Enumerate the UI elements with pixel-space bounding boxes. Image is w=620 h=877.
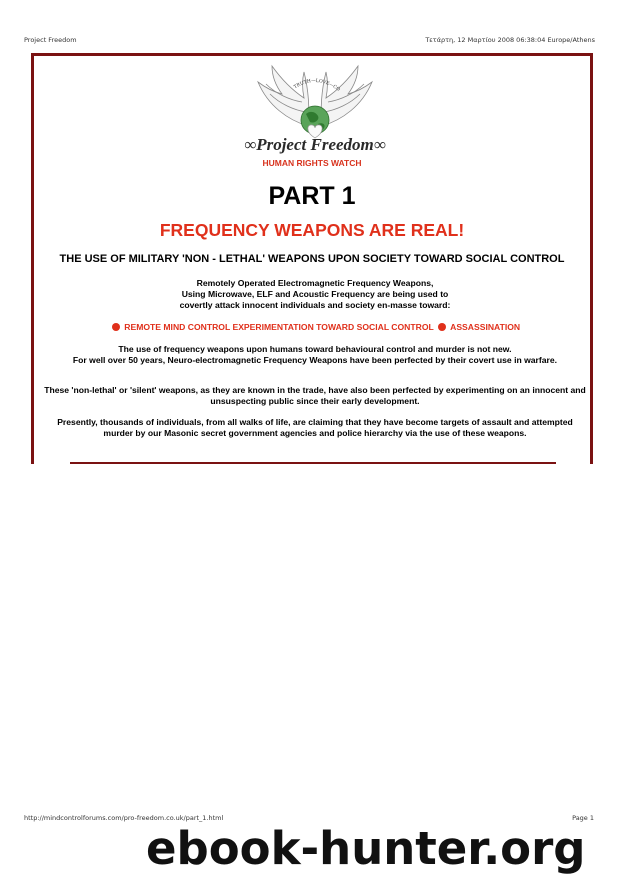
target-mind-control: REMOTE MIND CONTROL EXPERIMENTATION TOWARD SOCIAL CONTROL bbox=[124, 322, 434, 332]
history-line: For well over 50 years, Neuro-electromagnetic Frequency Weapons have been perfected by their covert use in warfare. bbox=[72, 355, 558, 365]
targets-line bbox=[42, 322, 588, 333]
present-claims-paragraph: Presently, thousands of individuals, from all walks of life, are claiming that they have become targets of assault and attempted murder by our Masonic secret government agencies and police hierarchy via the use of these weapons. bbox=[57, 417, 573, 438]
bullet-dot-icon bbox=[438, 323, 446, 331]
history-paragraph bbox=[42, 344, 588, 366]
logo-subtitle: HUMAN RIGHTS WATCH bbox=[262, 158, 362, 168]
headline: FREQUENCY WEAPONS ARE REAL! bbox=[159, 220, 465, 240]
logo-arc-text: TRUTH—LOVE—CO bbox=[293, 78, 341, 93]
target-assassination: ASSASSINATION bbox=[450, 322, 521, 332]
bullet-dot-icon bbox=[112, 323, 120, 331]
history-line: The use of frequency weapons upon humans toward behavioural control and murder is not new. bbox=[118, 344, 512, 354]
logo-name: ∞Project Freedom∞ bbox=[244, 135, 386, 154]
intro-paragraph bbox=[42, 278, 588, 311]
content-frame bbox=[31, 53, 593, 464]
article-subtitle: THE USE OF MILITARY 'NON - LETHAL' WEAPONS UPON SOCIETY TOWARD SOCIAL CONTROL bbox=[59, 253, 565, 265]
silent-weapons-paragraph: These 'non-lethal' or 'silent' weapons, as they are known in the trade, have also been perfected by experimenting on an innocent and unsuspecting public since their early development. bbox=[44, 385, 586, 406]
intro-line: Using Microwave, ELF and Acoustic Frequency are being used to bbox=[181, 289, 449, 299]
part-title: PART 1 bbox=[268, 182, 356, 210]
intro-line: Remotely Operated Electromagnetic Frequency Weapons, bbox=[196, 278, 434, 288]
print-footer-url[interactable]: http://mindcontrolforums.com/pro-freedom.co.uk/part_1.html bbox=[24, 814, 224, 822]
intro-line: covertly attack innocent individuals and society en-masse toward: bbox=[179, 300, 451, 310]
inner-content-box bbox=[70, 462, 556, 464]
print-header-timestamp: Τετάρτη, 12 Μαρτίου 2008 06:38:04 Europe/Athens bbox=[425, 36, 595, 44]
print-footer-page: Page 1 bbox=[572, 814, 594, 822]
watermark: ebook-hunter.org bbox=[146, 822, 586, 875]
project-freedom-logo bbox=[210, 62, 420, 162]
print-header-title: Project Freedom bbox=[24, 36, 77, 44]
